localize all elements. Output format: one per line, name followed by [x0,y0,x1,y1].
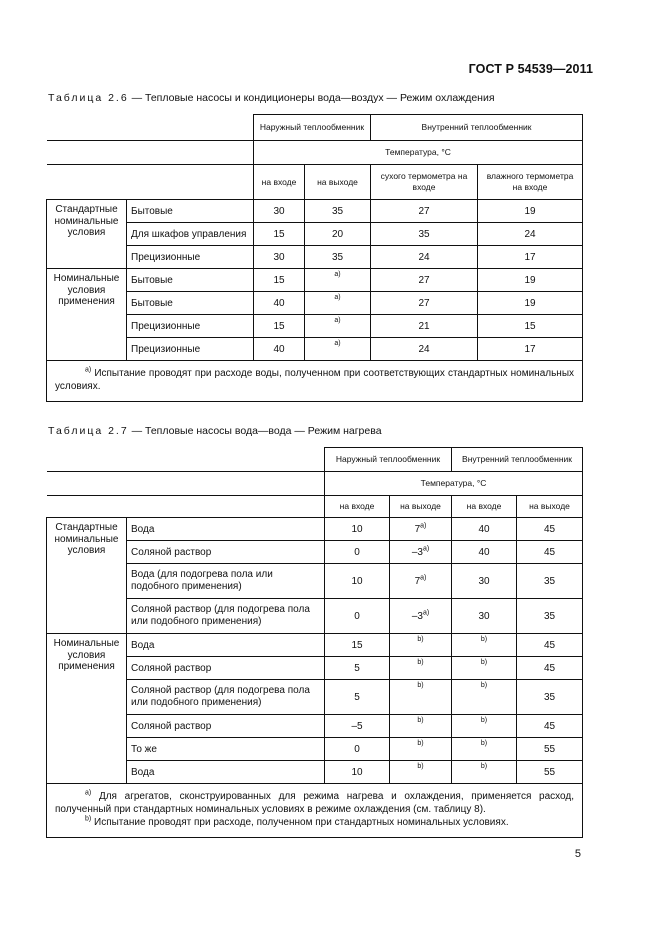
table-2-7 [46,447,583,838]
header-outdoor-inlet: на входе [325,496,390,518]
cell-outdoor-outlet: b) [390,761,452,784]
header-outdoor: Наружный теплообменник [254,115,371,141]
row-name: Прецизионные [127,246,254,269]
cell-outdoor-inlet: 5 [325,680,390,715]
cell-indoor-outlet: 45 [517,657,583,680]
cell-indoor-outlet: 45 [517,715,583,738]
table-row [47,315,583,338]
row-name: Соляной раствор [127,715,325,738]
footnote-text: Испытание проводят при расходе воды, полученном при соответствующих стандартных номинальных условиях. [55,368,575,392]
row-name: Для шкафов управления [127,223,254,246]
cell-indoor-inlet: 40 [452,541,517,564]
cell-dry: 27 [371,269,478,292]
row-name: Вода [127,761,325,784]
row-name: Бытовые [127,200,254,223]
cell-indoor-inlet: b) [452,761,517,784]
group-label: Номинальные условия применения [47,269,127,361]
footnote-mark: а) [420,522,427,530]
cell-outdoor-inlet: –5 [325,715,390,738]
cell-indoor-inlet: b) [452,657,517,680]
table-row [47,715,583,738]
cell-dry: 24 [371,246,478,269]
table-2-6-title: — Тепловые насосы и кондиционеры вода—воздух — Режим охлаждения [128,92,495,104]
table-row [47,200,583,223]
cell-indoor-inlet: 30 [452,564,517,599]
empty-corner [47,448,325,472]
cell-outlet: а) [305,338,371,361]
cell-indoor-inlet: b) [452,680,517,715]
cell-outdoor-inlet: 15 [325,634,390,657]
cell-indoor-outlet: 35 [517,599,583,634]
cell-outdoor-outlet: b) [390,680,452,715]
table-2-6-footnote [47,361,583,402]
cell-dry: 24 [371,338,478,361]
cell-outlet: а) [305,315,371,338]
cell-inlet: 15 [254,315,305,338]
footnote-text: Для агрегатов, сконструированных для режима нагрева и охлаждения, применяется расход, полученный при стандартных номинальных условиях в режиме охлаждения (см. таблицу 8). [55,791,575,815]
row-name: Вода [127,634,325,657]
table-row [47,338,583,361]
cell-outlet: а) [305,269,371,292]
row-name: Бытовые [127,292,254,315]
table-2-7-caption [48,425,382,437]
table-2-6 [46,114,583,402]
cell-outdoor-inlet: 0 [325,738,390,761]
row-name: То же [127,738,325,761]
header-dry-bulb: сухого термометра на входе [371,165,478,200]
table-row [47,761,583,784]
empty-corner [47,472,325,496]
cell-dry: 35 [371,223,478,246]
cell-outdoor-outlet [390,518,452,541]
footnote-mark: а) [422,545,430,553]
cell-outdoor-outlet [390,564,452,599]
header-outlet: на выходе [305,165,371,200]
cell-wet: 19 [478,292,583,315]
table-row [47,634,583,657]
value: 7 [414,575,421,587]
row-name: Соляной раствор [127,541,325,564]
row-name: Вода [127,518,325,541]
cell-wet: 19 [478,269,583,292]
cell-indoor-outlet: 45 [517,541,583,564]
cell-indoor-outlet: 55 [517,738,583,761]
footnote-text: Испытание проводят при расходе, полученном при стандартных номинальных условиях. [94,817,509,828]
cell-indoor-inlet: b) [452,738,517,761]
table-row [47,541,583,564]
cell-inlet: 40 [254,292,305,315]
table-row [47,738,583,761]
table-2-6-caption [48,92,495,104]
table-2-7-number: Таблица 2.7 [48,425,129,437]
header-temperature: Температура, °С [254,141,583,165]
empty-corner [47,496,325,518]
footnote-mark: а) [422,609,430,617]
cell-outdoor-inlet: 10 [325,518,390,541]
cell-wet: 17 [478,246,583,269]
group-label: Номинальные условия применения [47,634,127,784]
cell-outlet: а) [305,292,371,315]
cell-outdoor-inlet: 5 [325,657,390,680]
footnote-mark: b) [85,815,92,823]
group-label: Стандартные номинальные условия [47,200,127,269]
cell-indoor-outlet: 35 [517,564,583,599]
cell-dry: 27 [371,292,478,315]
cell-outdoor-outlet: b) [390,634,452,657]
cell-outdoor-outlet [390,541,452,564]
row-name: Вода (для подогрева пола или подобного применения) [127,564,325,599]
table-row [47,680,583,715]
header-inlet: на входе [254,165,305,200]
table-row [47,518,583,541]
cell-outdoor-inlet: 0 [325,541,390,564]
header-indoor-outlet: на выходе [517,496,583,518]
cell-indoor-outlet: 55 [517,761,583,784]
table-2-6-number: Таблица 2.6 [48,92,129,104]
cell-outlet: 35 [305,200,371,223]
table-2-7-footnotes [47,784,583,838]
header-wet-bulb: влажного термометра на входе [478,165,583,200]
table-row [47,657,583,680]
header-indoor-inlet: на входе [452,496,517,518]
table-row [47,564,583,599]
cell-outdoor-outlet [390,599,452,634]
cell-outlet: 35 [305,246,371,269]
cell-wet: 24 [478,223,583,246]
cell-outdoor-inlet: 0 [325,599,390,634]
header-temperature: Температура, °С [325,472,583,496]
table-row [47,292,583,315]
row-name: Соляной раствор [127,657,325,680]
cell-indoor-inlet: 30 [452,599,517,634]
cell-outlet: 20 [305,223,371,246]
group-label: Стандартные номинальные условия [47,518,127,634]
footnote-mark: а) [420,574,427,582]
header-outdoor: Наружный теплообменник [325,448,452,472]
empty-corner [47,165,254,200]
empty-corner [47,115,254,141]
table-2-7-title: — Тепловые насосы вода—вода — Режим нагрева [128,425,382,437]
cell-indoor-inlet: b) [452,715,517,738]
cell-wet: 15 [478,315,583,338]
cell-wet: 19 [478,200,583,223]
row-name: Соляной раствор (для подогрева пола или подобного применения) [127,680,325,715]
cell-outdoor-outlet: b) [390,738,452,761]
header-indoor: Внутренний теплообменник [452,448,583,472]
footnote-mark: а) [85,789,92,797]
cell-inlet: 40 [254,338,305,361]
value: 7 [414,523,421,535]
footnote-mark: а) [85,366,92,374]
header-indoor: Внутренний теплообменник [371,115,583,141]
table-row [47,223,583,246]
cell-indoor-outlet: 45 [517,518,583,541]
cell-inlet: 30 [254,246,305,269]
table-row [47,246,583,269]
cell-outdoor-outlet: b) [390,657,452,680]
cell-indoor-outlet: 35 [517,680,583,715]
cell-outdoor-inlet: 10 [325,564,390,599]
cell-dry: 27 [371,200,478,223]
table-row [47,269,583,292]
page-number: 5 [574,848,581,860]
value: –3 [411,610,423,622]
cell-indoor-inlet: 40 [452,518,517,541]
row-name: Бытовые [127,269,254,292]
header-outdoor-outlet: на выходе [390,496,452,518]
document-id: ГОСТ Р 54539—2011 [468,62,593,76]
cell-indoor-inlet: b) [452,634,517,657]
value: –3 [411,546,423,558]
empty-corner [47,141,254,165]
cell-inlet: 30 [254,200,305,223]
cell-inlet: 15 [254,269,305,292]
cell-outdoor-inlet: 10 [325,761,390,784]
cell-inlet: 15 [254,223,305,246]
row-name: Прецизионные [127,338,254,361]
cell-indoor-outlet: 45 [517,634,583,657]
row-name: Соляной раствор (для подогрева пола или подобного применения) [127,599,325,634]
row-name: Прецизионные [127,315,254,338]
cell-outdoor-outlet: b) [390,715,452,738]
cell-wet: 17 [478,338,583,361]
cell-dry: 21 [371,315,478,338]
table-row [47,599,583,634]
